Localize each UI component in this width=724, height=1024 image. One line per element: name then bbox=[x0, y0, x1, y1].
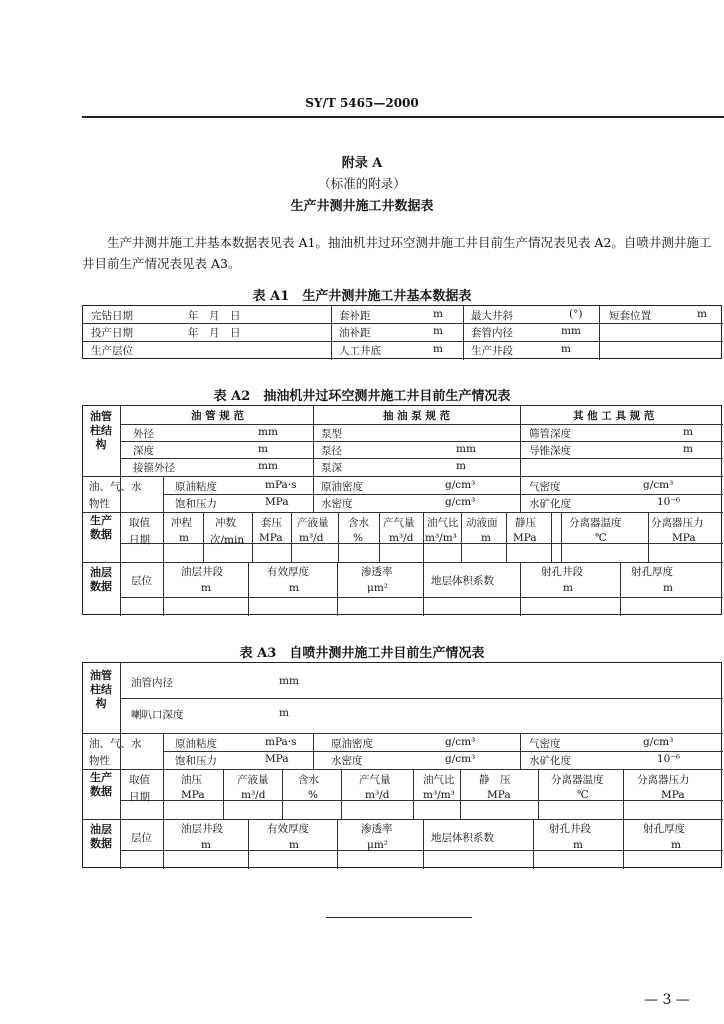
column-rule bbox=[282, 769, 283, 819]
cell-cengwei: 生产层位 bbox=[91, 345, 133, 357]
cell-mpas: mPa·s bbox=[265, 479, 297, 491]
cell-mpa_c: MPa bbox=[487, 789, 511, 801]
column-rule bbox=[223, 769, 224, 819]
column-rule bbox=[337, 819, 338, 869]
appendix-heading: 生产井测井施工井数据表 bbox=[290, 199, 434, 214]
cell-youqi: 油气比 bbox=[423, 774, 455, 786]
cell-shaiguan: 筛管深度 bbox=[529, 428, 571, 440]
cell-youbu: 油补距 bbox=[339, 327, 371, 339]
cell-fenli_p: 分离器压力 bbox=[651, 517, 704, 529]
cell-degc: ℃ bbox=[577, 789, 589, 801]
cell-m_a: m bbox=[279, 707, 289, 719]
cell-h_beng: 抽 油 泵 规 范 bbox=[383, 410, 451, 422]
row-rule bbox=[83, 819, 723, 820]
cell-jiegu: 接箍外径 bbox=[133, 462, 175, 474]
cell-jingya: 静 压 bbox=[479, 774, 511, 786]
cell-youxiao: 有效厚度 bbox=[267, 566, 309, 578]
cell-shentou: 渗透率 bbox=[361, 823, 393, 835]
cell-m_f: m bbox=[481, 532, 491, 544]
cell-wuxing2: 物性 bbox=[89, 498, 110, 510]
cell-mpa_d: MPa bbox=[672, 532, 696, 544]
table-a3-caption: 表 A3 自喷井测井施工井目前生产情况表 bbox=[239, 646, 485, 661]
cell-side2: 生产数据 bbox=[90, 514, 112, 541]
column-rule bbox=[538, 769, 539, 819]
column-rule bbox=[163, 512, 164, 562]
footnote-rule bbox=[326, 917, 472, 918]
cell-m3d_a: m³/d bbox=[241, 789, 266, 801]
column-rule bbox=[120, 406, 121, 616]
column-rule bbox=[561, 512, 562, 562]
cell-m3m3: m³/m³ bbox=[423, 789, 455, 801]
header-rule bbox=[82, 116, 724, 118]
cell-shekong: 射孔井段 bbox=[549, 823, 591, 835]
cell-taoguan: 套管内径 bbox=[471, 327, 513, 339]
intro-paragraph: 生产井测井施工井基本数据表见表 A1。抽油机井过环空测井施工井目前生产情况表见表 A2。自喷井测井施工井目前生产情况表见表 A3。 bbox=[82, 235, 712, 271]
cell-youqi: 油气比 bbox=[427, 517, 459, 529]
row-rule bbox=[120, 597, 723, 598]
cell-m_d: m bbox=[456, 460, 466, 472]
cell-cimin: 次/min bbox=[210, 534, 245, 546]
cell-mpa_a: MPa bbox=[265, 496, 289, 508]
column-rule bbox=[252, 512, 253, 562]
row-rule bbox=[83, 733, 723, 734]
row-rule bbox=[120, 424, 723, 425]
cell-bengshen: 泵深 bbox=[321, 462, 342, 474]
column-rule bbox=[620, 562, 621, 616]
row-rule bbox=[120, 441, 723, 442]
cell-mpa_b: MPa bbox=[259, 532, 283, 544]
cell-chanqi: 产气量 bbox=[359, 774, 391, 786]
cell-dongye: 动液面 bbox=[466, 517, 498, 529]
cell-quzhi: 取值 bbox=[129, 517, 150, 529]
cell-riqi: 日期 bbox=[129, 791, 150, 803]
row-rule bbox=[120, 698, 723, 699]
cell-shendu: 深度 bbox=[133, 445, 154, 457]
cell-mpa_b: MPa bbox=[181, 789, 205, 801]
cell-mpa_c: MPa bbox=[513, 532, 537, 544]
column-rule bbox=[379, 512, 380, 562]
cell-m3d_b: m³/d bbox=[389, 532, 414, 544]
cell-touchan: 投产日期 bbox=[91, 327, 133, 339]
column-rule bbox=[338, 512, 339, 562]
cell-side2: 生产数据 bbox=[90, 771, 112, 798]
cell-gcm3a: g/cm³ bbox=[445, 479, 476, 491]
cell-yearmd2: 年 月 日 bbox=[188, 327, 241, 339]
column-rule bbox=[120, 663, 121, 869]
cell-zuida: 最大井斜 bbox=[471, 310, 513, 322]
cell-m_g: m bbox=[201, 839, 211, 851]
cell-yearmd1: 年 月 日 bbox=[188, 310, 241, 322]
cell-jingya: 静压 bbox=[515, 517, 536, 529]
cell-mpa_a: MPa bbox=[265, 753, 289, 765]
cell-wuxing1: 油、气、水 bbox=[89, 481, 142, 493]
column-rule bbox=[506, 512, 507, 562]
cell-m3d_b: m³/d bbox=[365, 789, 390, 801]
column-rule bbox=[163, 562, 164, 616]
cell-qimi: 气密度 bbox=[529, 738, 561, 750]
cell-wuxing2: 物性 bbox=[89, 755, 110, 767]
cell-degc: ℃ bbox=[595, 532, 607, 544]
row-rule bbox=[83, 341, 723, 342]
cell-kuang: 水矿化度 bbox=[529, 755, 571, 767]
cell-chanye: 产液量 bbox=[237, 774, 269, 786]
cell-mm_c: mm bbox=[258, 460, 278, 472]
cell-mm: mm bbox=[279, 675, 299, 687]
cell-m_j: m bbox=[663, 582, 673, 594]
standard-header: SY/T 5465—2000 bbox=[305, 96, 419, 110]
row-rule bbox=[120, 458, 723, 459]
cell-shekong: 射孔井段 bbox=[541, 566, 583, 578]
column-rule bbox=[331, 306, 332, 360]
cell-rengong: 人工井底 bbox=[339, 345, 381, 357]
column-rule bbox=[460, 769, 461, 819]
cell-m_c: m bbox=[683, 443, 693, 455]
cell-youceng: 油层井段 bbox=[181, 566, 223, 578]
table-a1 bbox=[82, 305, 722, 359]
cell-um2: μm² bbox=[367, 582, 388, 594]
cell-duantao: 短套位置 bbox=[609, 310, 651, 322]
cell-m_j: m bbox=[671, 839, 681, 851]
cell-shehou: 射孔厚度 bbox=[643, 823, 685, 835]
cell-chongshu: 冲数 bbox=[215, 517, 236, 529]
cell-m3d_a: m³/d bbox=[299, 532, 324, 544]
column-rule bbox=[248, 819, 249, 869]
column-rule bbox=[341, 769, 342, 819]
cell-bengjing: 泵径 bbox=[321, 445, 342, 457]
cell-gcm3b: g/cm³ bbox=[643, 479, 674, 491]
column-rule bbox=[163, 769, 164, 819]
cell-m_e: m bbox=[179, 532, 189, 544]
cell-m2: m bbox=[697, 308, 707, 320]
cell-cengw: 层位 bbox=[131, 575, 152, 587]
cell-chanye: 产液量 bbox=[297, 517, 329, 529]
cell-cengw: 层位 bbox=[131, 832, 152, 844]
cell-m_a: m bbox=[683, 426, 693, 438]
cell-gcm3c: g/cm³ bbox=[445, 753, 476, 765]
column-rule bbox=[423, 562, 424, 616]
row-rule bbox=[83, 562, 723, 563]
cell-fenli_t: 分离器温度 bbox=[551, 774, 604, 786]
cell-neijing: 油管内径 bbox=[131, 677, 173, 689]
column-rule bbox=[520, 733, 521, 769]
cell-m_h: m bbox=[289, 582, 299, 594]
table-a1-caption: 表 A1 生产井测井施工井基本数据表 bbox=[252, 289, 472, 304]
cell-m5: m bbox=[561, 343, 571, 355]
column-rule bbox=[313, 733, 314, 769]
column-rule bbox=[623, 769, 624, 819]
column-rule bbox=[163, 476, 164, 512]
appendix-subtitle: （标准的附录） bbox=[318, 176, 406, 191]
cell-yuanmi: 原油密度 bbox=[331, 738, 373, 750]
cell-bengxing: 泵型 bbox=[321, 428, 342, 440]
cell-shehou: 射孔厚度 bbox=[631, 566, 673, 578]
cell-side3: 油层数据 bbox=[90, 823, 112, 850]
row-rule bbox=[83, 512, 723, 513]
cell-m1: m bbox=[433, 308, 443, 320]
column-rule bbox=[520, 562, 521, 616]
column-rule bbox=[599, 306, 600, 360]
cell-pct: % bbox=[353, 532, 363, 544]
column-rule bbox=[648, 512, 649, 562]
cell-shuimi: 水密度 bbox=[321, 498, 353, 510]
cell-mm_b: mm bbox=[456, 443, 476, 455]
row-rule bbox=[120, 800, 723, 801]
cell-baohe: 饱和压力 bbox=[175, 755, 217, 767]
cell-h_qita: 其 他 工 具 规 范 bbox=[573, 410, 655, 422]
column-rule bbox=[248, 562, 249, 616]
cell-m_i: m bbox=[563, 582, 573, 594]
cell-mm1: mm bbox=[561, 325, 581, 337]
column-rule bbox=[463, 306, 464, 360]
cell-wanzuan: 完钻日期 bbox=[91, 310, 133, 322]
cell-qimi: 气密度 bbox=[529, 481, 561, 493]
cell-gcm3b: g/cm³ bbox=[643, 736, 674, 748]
column-rule bbox=[423, 819, 424, 869]
column-rule bbox=[291, 512, 292, 562]
row-rule bbox=[83, 323, 723, 324]
column-rule bbox=[313, 406, 314, 512]
column-rule bbox=[413, 769, 414, 819]
cell-gcm3a: g/cm³ bbox=[445, 736, 476, 748]
cell-youya: 油压 bbox=[181, 774, 202, 786]
page-number: — 3 — bbox=[644, 992, 690, 1008]
cell-mpas: mPa·s bbox=[265, 736, 297, 748]
cell-m_g: m bbox=[201, 582, 211, 594]
column-rule bbox=[423, 512, 424, 562]
cell-side1: 油管柱结构 bbox=[90, 410, 112, 451]
cell-wuxing1: 油、气、水 bbox=[89, 738, 142, 750]
cell-m_b: m bbox=[258, 443, 268, 455]
cell-mpa_d: MPa bbox=[661, 789, 685, 801]
cell-jingduan: 生产井段 bbox=[471, 345, 513, 357]
cell-daoxian: 导锥深度 bbox=[529, 445, 571, 457]
cell-labazui: 喇叭口深度 bbox=[131, 709, 184, 721]
cell-e6: 10⁻⁶ bbox=[657, 753, 681, 765]
cell-m3: m bbox=[433, 325, 443, 337]
table-a2 bbox=[82, 405, 722, 615]
cell-m4: m bbox=[433, 343, 443, 355]
column-rule bbox=[163, 733, 164, 769]
cell-quzhi: 取值 bbox=[129, 774, 150, 786]
cell-gcm3c: g/cm³ bbox=[445, 496, 476, 508]
column-rule bbox=[623, 819, 624, 869]
cell-pct: % bbox=[308, 789, 318, 801]
cell-yuanmi: 原油密度 bbox=[321, 481, 363, 493]
row-rule bbox=[83, 476, 723, 477]
row-rule bbox=[163, 751, 723, 752]
cell-fenli_p: 分离器压力 bbox=[637, 774, 690, 786]
column-rule bbox=[203, 512, 204, 562]
cell-kuang: 水矿化度 bbox=[529, 498, 571, 510]
column-rule bbox=[551, 512, 552, 562]
cell-yuannian: 原油粘度 bbox=[175, 481, 217, 493]
cell-side1: 油管柱结构 bbox=[90, 669, 112, 710]
row-rule bbox=[83, 769, 723, 770]
cell-deg: (°) bbox=[569, 308, 583, 320]
cell-hanshui: 含水 bbox=[298, 774, 319, 786]
cell-m_h: m bbox=[289, 839, 299, 851]
cell-side3: 油层数据 bbox=[90, 566, 112, 593]
cell-diceng: 地层体积系数 bbox=[431, 575, 494, 587]
cell-chongcheng: 冲程 bbox=[171, 517, 192, 529]
cell-shuimi: 水密度 bbox=[331, 755, 363, 767]
column-rule bbox=[533, 819, 534, 869]
cell-youxiao: 有效厚度 bbox=[267, 823, 309, 835]
cell-e6: 10⁻⁶ bbox=[657, 496, 681, 508]
cell-yuannian: 原油粘度 bbox=[175, 738, 217, 750]
column-rule bbox=[520, 406, 521, 512]
cell-fenli_t: 分离器温度 bbox=[569, 517, 622, 529]
cell-diceng: 地层体积系数 bbox=[431, 832, 494, 844]
cell-m_i: m bbox=[573, 839, 583, 851]
column-rule bbox=[163, 819, 164, 869]
cell-m3m3: m³/m³ bbox=[425, 532, 457, 544]
cell-riqi: 日期 bbox=[129, 534, 150, 546]
cell-waijing: 外径 bbox=[133, 428, 154, 440]
column-rule bbox=[461, 512, 462, 562]
row-rule bbox=[163, 494, 723, 495]
cell-h_youguan: 油 管 规 范 bbox=[191, 410, 244, 422]
cell-baohe: 饱和压力 bbox=[175, 498, 217, 510]
cell-youceng: 油层井段 bbox=[181, 823, 223, 835]
cell-taobu: 套补距 bbox=[339, 310, 371, 322]
cell-um2: μm² bbox=[367, 839, 388, 851]
appendix-title: 附录 A bbox=[341, 156, 383, 171]
table-a3 bbox=[82, 662, 722, 868]
cell-taoya: 套压 bbox=[261, 517, 282, 529]
cell-shentou: 渗透率 bbox=[361, 566, 393, 578]
cell-chanqi: 产气量 bbox=[383, 517, 415, 529]
cell-hanshui: 含水 bbox=[348, 517, 369, 529]
cell-mm_a: mm bbox=[258, 426, 278, 438]
table-a2-caption: 表 A2 抽油机井过环空测井施工井目前生产情况表 bbox=[213, 389, 511, 404]
column-rule bbox=[337, 562, 338, 616]
